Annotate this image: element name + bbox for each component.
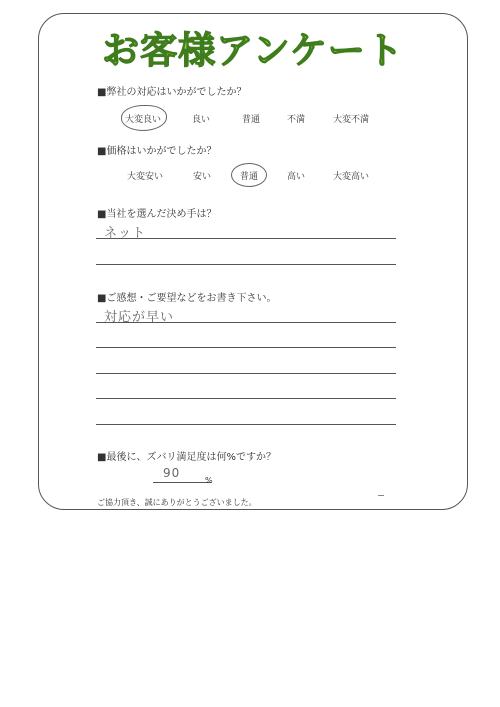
footer-dash	[378, 495, 384, 496]
q1-option-3[interactable]: 普通	[241, 115, 261, 125]
q4-answer-line-1[interactable]	[96, 322, 396, 323]
q1-option-5[interactable]: 大変不満	[332, 115, 370, 125]
question-1-options	[0, 112, 500, 126]
thank-you-note: ご協力頂き、誠にありがとうございました。	[97, 498, 257, 507]
q2-option-5[interactable]: 大変高い	[332, 172, 370, 182]
q4-answer-line-4[interactable]	[96, 398, 396, 399]
question-5-label: ■最後に、ズバリ満足度は何%ですか？	[97, 452, 276, 463]
q4-answer-line-2[interactable]	[96, 347, 396, 348]
q1-option-2[interactable]: 良い	[191, 115, 211, 125]
survey-title: お客様アンケート	[102, 29, 404, 72]
q2-selection-circle	[231, 163, 267, 187]
q2-option-2[interactable]: 安い	[192, 172, 212, 182]
q1-option-1[interactable]: 大変良い	[124, 115, 162, 125]
q2-option-3[interactable]: 普通	[239, 172, 259, 182]
q2-option-4[interactable]: 高い	[286, 172, 306, 182]
q4-answer-line-5[interactable]	[96, 424, 396, 425]
question-3-label: ■当社を選んだ決め手は？	[97, 209, 217, 220]
question-1-label: ■弊社の対応はいかがでしたか？	[97, 87, 247, 98]
q2-option-1[interactable]: 大変安い	[126, 172, 164, 182]
q5-percent-unit: %	[205, 476, 213, 485]
q5-handwritten-answer: 90	[163, 466, 181, 480]
q3-answer-line-2[interactable]	[96, 264, 396, 265]
question-2-label: ■価格はいかがでしたか？	[97, 146, 217, 157]
question-4-label: ■ご感想・ご要望などをお書き下さい。	[97, 293, 277, 304]
q1-option-4[interactable]: 不満	[286, 115, 306, 125]
q5-answer-line[interactable]	[153, 482, 211, 483]
q4-answer-line-3[interactable]	[96, 373, 396, 374]
q3-answer-line-1[interactable]	[96, 238, 396, 239]
q4-handwritten-answer: 対応が早い	[104, 310, 175, 325]
q3-handwritten-answer: ネット	[104, 226, 147, 241]
